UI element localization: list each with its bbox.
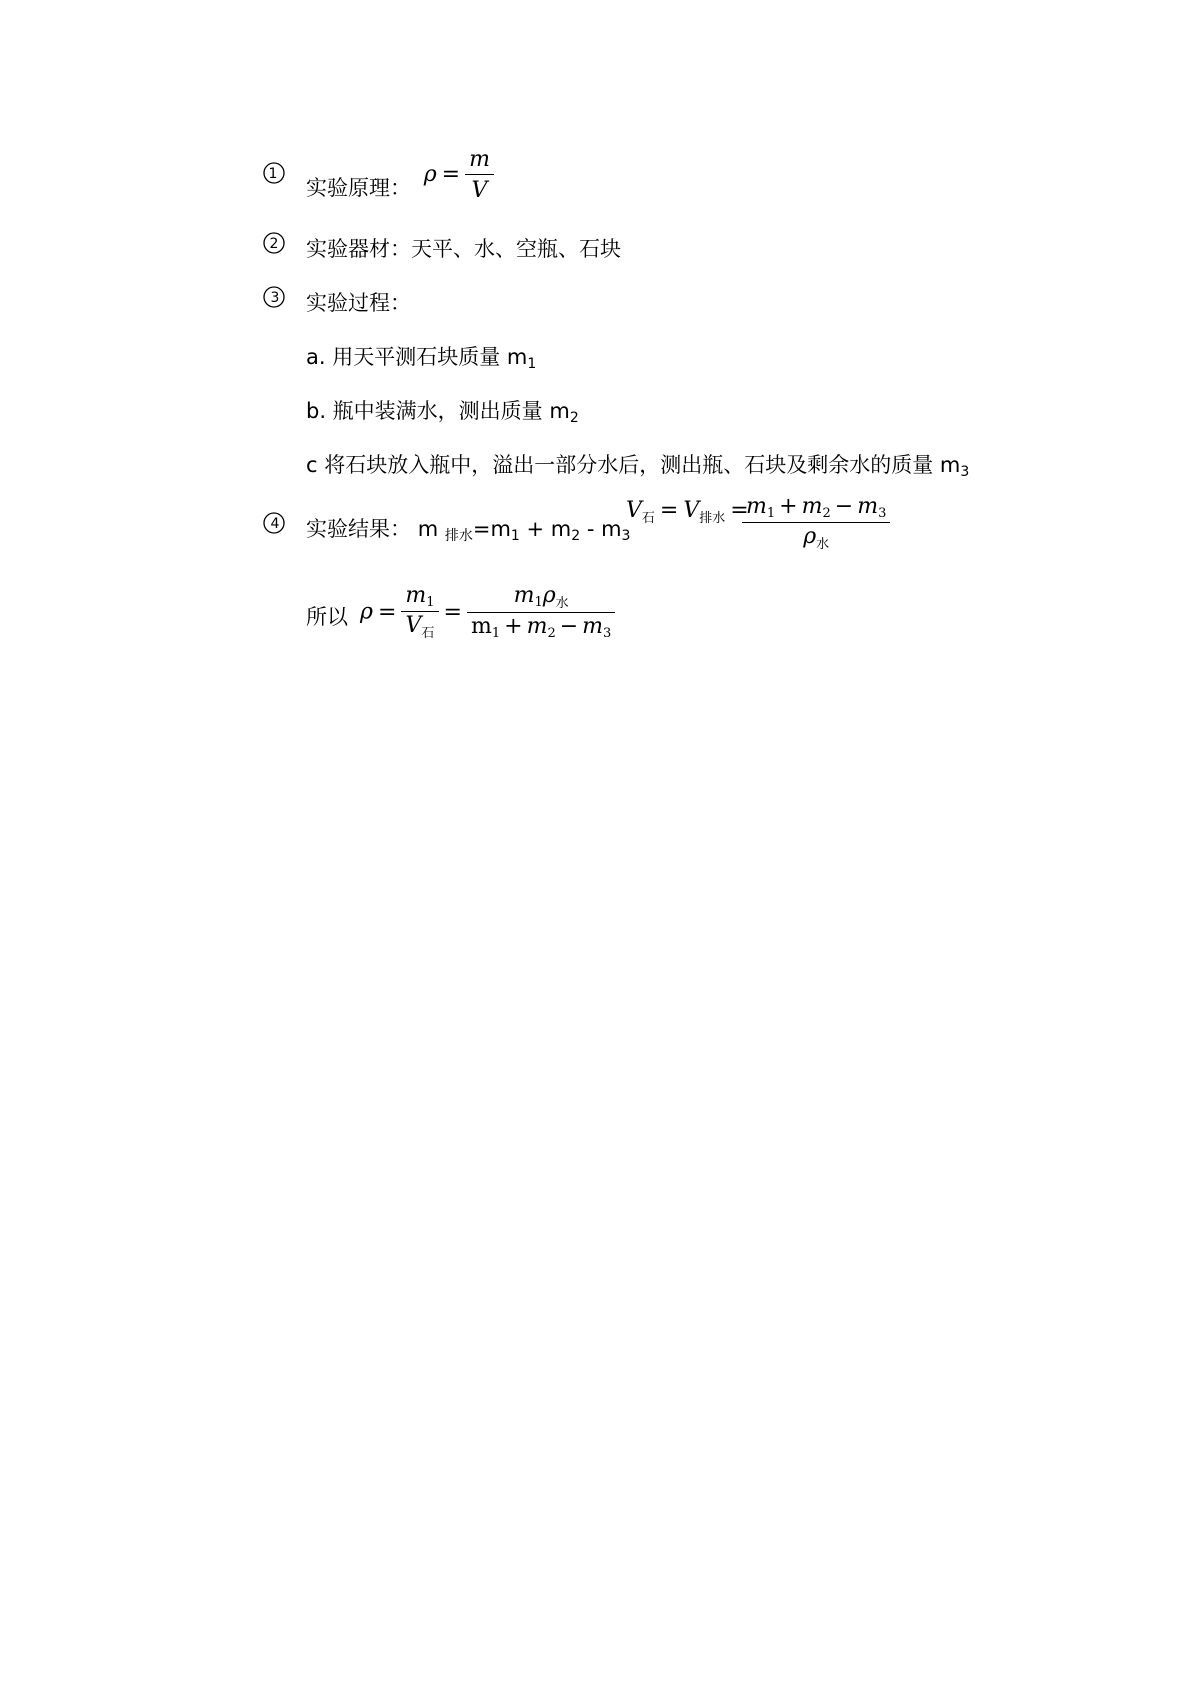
svg-text:3: 3: [270, 290, 280, 306]
circled-number-1: [263, 162, 285, 184]
drained-mass-expression: m $_{排水}=m_1 + m_2 - m_3$: [417, 517, 631, 544]
step-c: c 将石块放入瓶中，溢出一部分水后，测出瓶、石块及剩余水的质量 $m_3$: [306, 453, 970, 480]
result-line: [306, 513, 630, 545]
circled-number-2: [263, 232, 285, 254]
principle-label: 实验原理：: [306, 176, 411, 200]
step-b: b. 瓶中装满水，测出质量 $m_2$: [306, 399, 579, 426]
svg-text:4: 4: [270, 516, 280, 532]
conclusion-label: 所以: [306, 605, 348, 629]
density-formula: ρ = $\frac{m}{V}$: [424, 147, 494, 203]
step-a: a. 用天平测石块质量 $m_1$: [306, 345, 537, 372]
density-result-formula: ρ = $\frac{m_1}{V_石}$ = $\frac{m_1\rho_水}{m_1 + m_2 - m_3}$: [360, 585, 615, 640]
circled-number-4: [263, 512, 285, 534]
volume-fraction: $\frac{m_1 + m_2 - m_3}{\rho_水}$: [742, 496, 890, 551]
svg-text:2: 2: [269, 236, 279, 252]
principle-line: [306, 147, 494, 217]
circled-number-3: [263, 286, 285, 308]
volume-formula: $V_石 = V_{排水}$ =: [626, 498, 749, 526]
result-label: 实验结果：: [306, 517, 411, 541]
procedure-line: 实验过程：: [306, 291, 411, 315]
svg-text:1: 1: [268, 166, 278, 182]
equipment-line: 实验器材：天平、水、空瓶、石块: [306, 237, 621, 261]
